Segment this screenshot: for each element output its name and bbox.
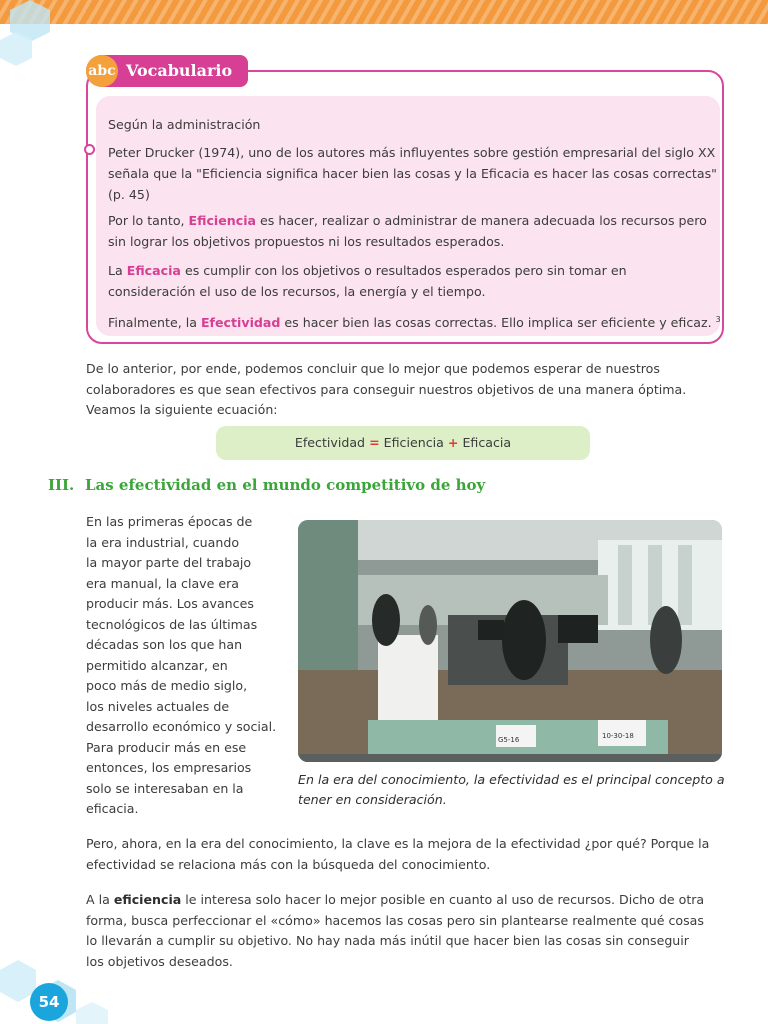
vocabulary-heading: Según la administración (108, 117, 261, 132)
desk-label-1: G5-16 (498, 736, 520, 744)
efectividad-definition: Finalmente, la Efectividad es hacer bien las cosas correctas. Ello implica ser eficiente y eficaz. $^3$ (108, 315, 721, 331)
eficacia-term: Eficacia (126, 263, 181, 278)
drucker-quote: Peter Drucker (1974), uno de los autores más influyentes sobre gestión empresarial del siglo XX señala que la "Eficiencia significa hacer bien las cosas y la Eficacia es hacer las cosas correctas" (p. 45) (108, 145, 717, 202)
office-photo (298, 520, 722, 762)
eficiencia-paragraph: A la eficiencia le interesa solo hacer lo mejor posible en cuanto al uso de recursos. Dicho de otra forma, busca perfeccionar el «cómo» hacemos las cosas pero sin plantearse realmente qué cosas lo llevarán a cumplir su objetivo. No hay nada más inútil que hacer bien las cosas sin conseguir los objetivos deseados. (86, 892, 705, 969)
page-number: 54 (30, 983, 68, 1021)
vocabulary-title: Vocabulario (126, 61, 233, 80)
bullet-dot-icon (84, 144, 95, 155)
hexagon-pattern-icon (0, 0, 60, 80)
photo-caption: En la era del conocimiento, la efectividad es el principal concepto a tener en consideración. (298, 772, 725, 807)
footnote-marker: 3 (715, 315, 721, 324)
section-number: III. (48, 476, 75, 494)
knowledge-paragraph: Pero, ahora, en la era del conocimiento, la clave es la mejora de la efectividad ¿por qué? Porque la efectividad se relaciona más con la búsqueda del conocimiento. (86, 836, 710, 872)
eficiencia-definition: Por lo tanto, Eficiencia es hacer, realizar o administrar de manera adecuada los recursos pero sin lograr los objetivos propuestos ni los resultados esperados. (108, 213, 707, 249)
eficiencia-bold-term: eficiencia (113, 892, 182, 907)
eficiencia-term: Eficiencia (188, 213, 257, 228)
left-column-text: En las primeras épocas de la era industrial, cuando la mayor parte del trabajo era manual, la clave era producir más. Los avances tecnológicos de las últimas décadas son los que han permitido alcanzar, en poco más de medio siglo, los niveles actuales de desarrollo económico y social. Para producir más en ese entonces, los empresarios solo se interesaban en la eficacia. (86, 514, 277, 816)
intro-paragraph: De lo anterior, por ende, podemos concluir que lo mejor que podemos esperar de nuestros colaboradores es que sean efectivos para conseguir nuestros objetivos de una manera óptima. Veamos la siguiente ecuación: (86, 361, 687, 417)
desk-label-2: 10-30-18 (602, 732, 634, 740)
eficacia-definition: La Eficacia es cumplir con los objetivos o resultados esperados pero sin tomar en consideración el uso de los recursos, la energía y el tiempo. (108, 263, 627, 299)
office-scene-illustration (298, 520, 722, 762)
abc-icon: abc (86, 55, 118, 87)
top-decorative-band (0, 0, 768, 24)
section-title: Las efectividad en el mundo competitivo de hoy (85, 476, 486, 494)
efectividad-term: Efectividad (200, 315, 281, 331)
equation-box: Efectividad = Eficiencia + Eficacia (216, 426, 590, 460)
